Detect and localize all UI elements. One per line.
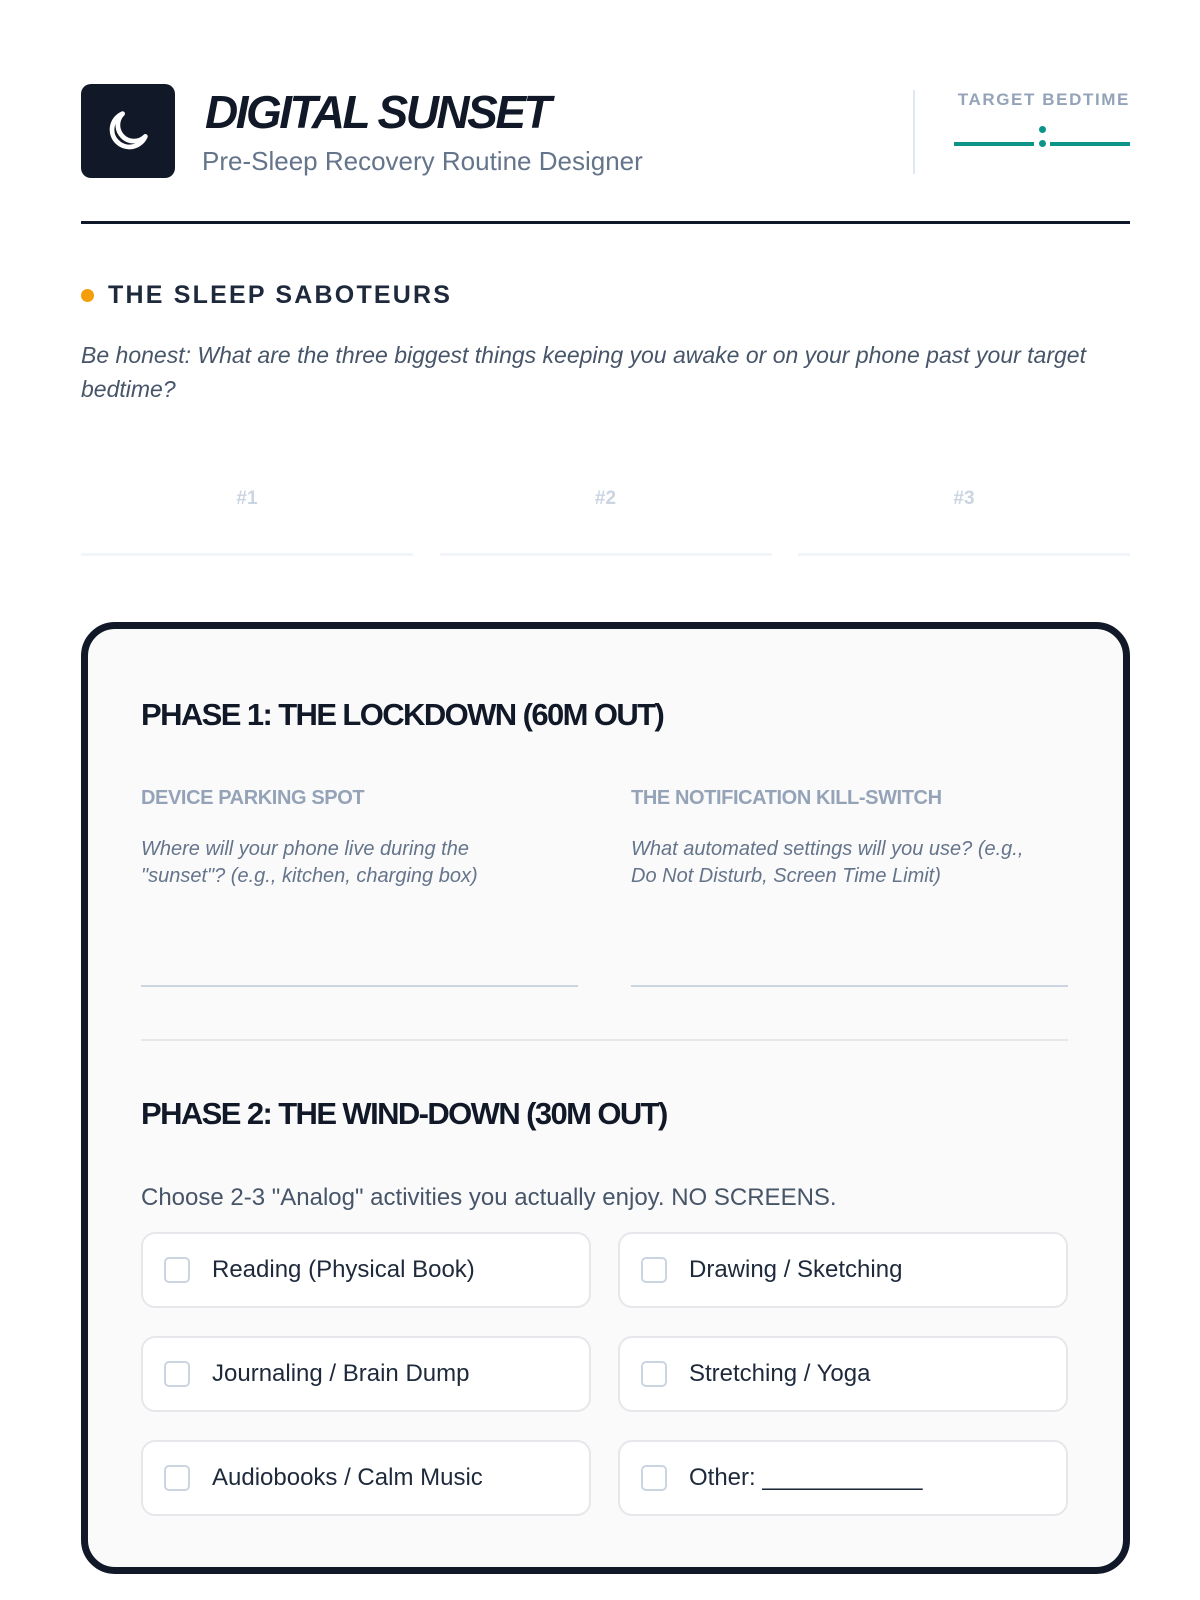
target-bedtime bbox=[913, 90, 1130, 174]
saboteurs-description: Be honest: What are the three biggest things keeping you awake or on your phone past your target bedtime? bbox=[81, 342, 1086, 402]
checkbox[interactable] bbox=[164, 1465, 190, 1491]
activity-option[interactable] bbox=[618, 1336, 1068, 1412]
notification-kill-switch-field bbox=[631, 787, 1068, 890]
activity-option[interactable] bbox=[618, 1232, 1068, 1308]
activity-option-label: Drawing / Sketching bbox=[689, 1256, 903, 1283]
saboteurs-fields bbox=[81, 480, 1130, 556]
phase2-title: PHASE 2: THE WIND-DOWN (30M OUT) bbox=[141, 1096, 667, 1131]
target-bedtime-label: TARGET BEDTIME bbox=[957, 90, 1130, 109]
activity-option-other[interactable] bbox=[618, 1440, 1068, 1516]
phase-divider bbox=[141, 1039, 1068, 1041]
device-parking-input[interactable] bbox=[141, 985, 578, 987]
checkbox[interactable] bbox=[641, 1257, 667, 1283]
activity-option[interactable] bbox=[141, 1440, 591, 1516]
target-bedtime-input[interactable] bbox=[954, 142, 1130, 146]
device-parking-hint: Where will your phone live during the "sunset"? (e.g., kitchen, charging box) bbox=[141, 838, 478, 887]
checkbox[interactable] bbox=[641, 1361, 667, 1387]
activity-option-label: Other: ____________ bbox=[689, 1464, 923, 1491]
checkbox[interactable] bbox=[164, 1361, 190, 1387]
header bbox=[81, 84, 1130, 224]
activity-options bbox=[141, 1232, 1068, 1516]
checkbox[interactable] bbox=[641, 1465, 667, 1491]
checkbox[interactable] bbox=[164, 1257, 190, 1283]
moon-icon bbox=[102, 105, 154, 157]
activity-option-label: Reading (Physical Book) bbox=[212, 1256, 475, 1283]
colon-dot-top bbox=[1039, 126, 1046, 133]
bedtime-hours-blank bbox=[954, 142, 1034, 146]
notification-kill-switch-hint: What automated settings will you use? (e.g., Do Not Disturb, Screen Time Limit) bbox=[631, 838, 1024, 887]
logo bbox=[81, 84, 175, 178]
activity-option[interactable] bbox=[141, 1336, 591, 1412]
phase1-title: PHASE 1: THE LOCKDOWN (60M OUT) bbox=[141, 697, 664, 732]
activity-option[interactable] bbox=[141, 1232, 591, 1308]
bullet-dot-icon bbox=[81, 289, 94, 302]
saboteur-field-2[interactable]: #2 bbox=[440, 480, 772, 556]
device-parking-field bbox=[141, 787, 578, 890]
saboteurs-title: THE SLEEP SABOTEURS bbox=[108, 281, 453, 309]
bedtime-minutes-blank bbox=[1050, 142, 1130, 146]
page-subtitle: Pre-Sleep Recovery Routine Designer bbox=[202, 146, 643, 176]
page-title: DIGITAL SUNSET bbox=[205, 86, 550, 138]
activity-option-label: Stretching / Yoga bbox=[689, 1360, 871, 1387]
phase2-instructions: Choose 2-3 "Analog" activities you actually enjoy. NO SCREENS. bbox=[141, 1184, 837, 1211]
device-parking-label: DEVICE PARKING SPOT bbox=[141, 787, 365, 809]
activity-option-label: Audiobooks / Calm Music bbox=[212, 1464, 483, 1491]
saboteur-field-1[interactable]: #1 bbox=[81, 480, 413, 556]
activity-option-label: Journaling / Brain Dump bbox=[212, 1360, 470, 1387]
notification-kill-switch-input[interactable] bbox=[631, 985, 1068, 987]
saboteur-field-3[interactable]: #3 bbox=[798, 480, 1130, 556]
colon-dot-bottom bbox=[1039, 140, 1046, 147]
phases-card bbox=[81, 622, 1130, 1574]
saboteurs-heading bbox=[81, 281, 452, 310]
notification-kill-switch-label: THE NOTIFICATION KILL-SWITCH bbox=[631, 787, 942, 809]
